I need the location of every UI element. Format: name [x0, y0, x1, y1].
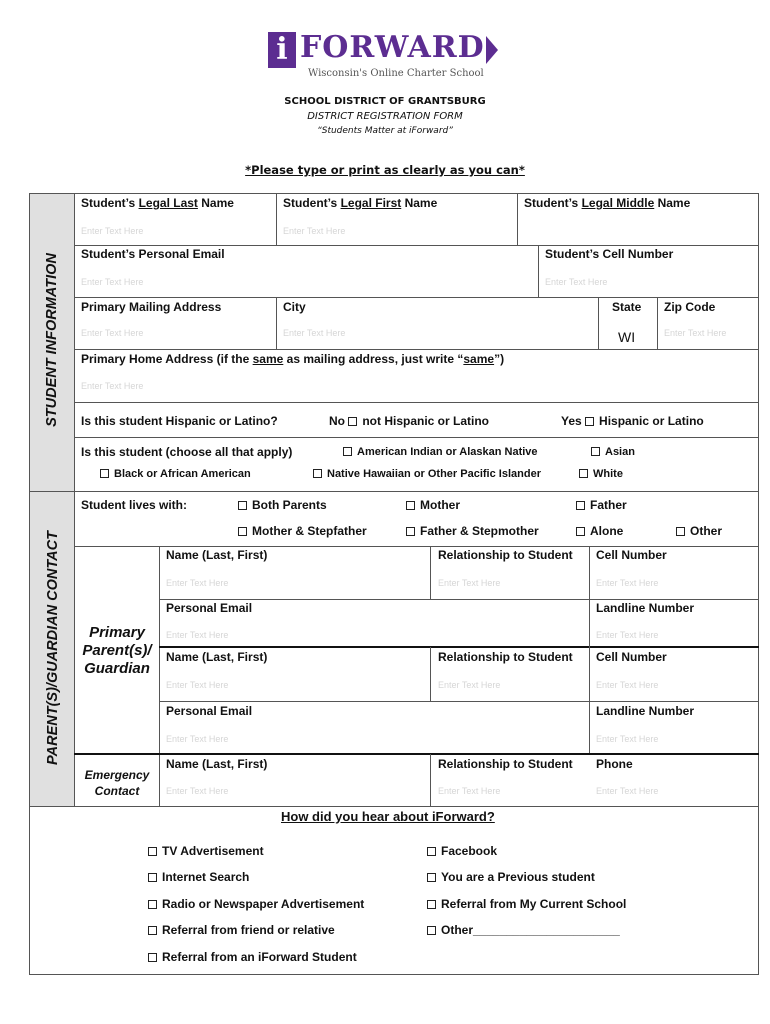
hispanic-question: Is this student Hispanic or Latino?	[81, 414, 278, 428]
emergency-relationship-input[interactable]: Enter Text Here	[438, 786, 501, 796]
guardian1-relationship-label: Relationship to Student	[438, 548, 573, 562]
home-address-label: Primary Home Address (if the same as mailing address, just write “same”)	[81, 352, 505, 366]
checkbox-icon[interactable]	[427, 847, 436, 856]
hear-other[interactable]: Other______________________	[427, 923, 620, 937]
checkbox-icon[interactable]	[148, 953, 157, 962]
student-section-title: STUDENT INFORMATION	[44, 253, 60, 427]
guardian2-cell-input[interactable]: Enter Text Here	[596, 680, 659, 690]
guardian1-relationship-input[interactable]: Enter Text Here	[438, 578, 501, 588]
outer-left	[29, 193, 30, 975]
emergency-phone-input[interactable]: Enter Text Here	[596, 786, 659, 796]
outer-right	[758, 193, 759, 975]
checkbox-icon[interactable]	[576, 527, 585, 536]
checkbox-icon[interactable]	[591, 447, 600, 456]
student-cell-label: Student’s Cell Number	[545, 247, 674, 261]
hear-facebook[interactable]: Facebook	[427, 844, 497, 858]
first-name-input[interactable]: Enter Text Here	[283, 226, 346, 236]
table-bottom	[29, 806, 759, 807]
guardian-section-title: PARENT(S)/GUARDIAN CONTACT	[45, 531, 61, 765]
checkbox-icon[interactable]	[579, 469, 588, 478]
checkbox-icon[interactable]	[100, 469, 109, 478]
checkbox-icon[interactable]	[406, 501, 415, 510]
checkbox-icon[interactable]	[148, 926, 157, 935]
home-address-input[interactable]: Enter Text Here	[81, 381, 144, 391]
outer-top	[29, 193, 759, 194]
guardian1-email-input[interactable]: Enter Text Here	[166, 630, 229, 640]
city-label: City	[283, 300, 306, 314]
student-cell-input[interactable]: Enter Text Here	[545, 277, 608, 287]
logo-wordmark: FORWARD	[300, 30, 485, 65]
hispanic-yes-option[interactable]: Yes Hispanic or Latino	[561, 414, 704, 428]
hear-tv[interactable]: TV Advertisement	[148, 844, 264, 858]
hear-referral-friend[interactable]: Referral from friend or relative	[148, 923, 335, 937]
motto: “Students Matter at iForward”	[317, 126, 453, 136]
checkbox-icon[interactable]	[148, 900, 157, 909]
hispanic-no-option[interactable]: No not Hispanic or Latino	[329, 414, 490, 428]
emergency-phone-label: Phone	[596, 757, 633, 771]
student-email-label: Student’s Personal Email	[81, 247, 225, 261]
checkbox-icon[interactable]	[427, 873, 436, 882]
race-option-black[interactable]: Black or African American	[100, 468, 251, 480]
city-input[interactable]: Enter Text Here	[283, 328, 346, 338]
race-option-asian[interactable]: Asian	[591, 446, 635, 458]
hear-radio[interactable]: Radio or Newspaper Advertisement	[148, 897, 364, 911]
lives-mother-stepfather[interactable]: Mother & Stepfather	[238, 524, 367, 538]
emergency-contact-label: Emergency Contact	[84, 768, 150, 798]
guardian2-cell-label: Cell Number	[596, 650, 667, 664]
primary-guardian-label: Primary Parent(s)/ Guardian	[82, 624, 152, 677]
race-option-white[interactable]: White	[579, 468, 623, 480]
form-title: DISTRICT REGISTRATION FORM	[307, 111, 463, 122]
iforward-logo	[268, 28, 508, 84]
hear-internet[interactable]: Internet Search	[148, 870, 249, 884]
lives-alone[interactable]: Alone	[576, 524, 623, 538]
checkbox-icon[interactable]	[676, 527, 685, 536]
instruction: *Please type or print as clearly as you can*	[245, 163, 525, 177]
guardian1-landline-label: Landline Number	[596, 601, 695, 615]
logo-arrow-icon	[486, 36, 498, 64]
mailing-address-input[interactable]: Enter Text Here	[81, 328, 144, 338]
checkbox-icon[interactable]	[238, 501, 247, 510]
guardian2-relationship-input[interactable]: Enter Text Here	[438, 680, 501, 690]
hear-current-school[interactable]: Referral from My Current School	[427, 897, 626, 911]
guardian2-landline-input[interactable]: Enter Text Here	[596, 734, 659, 744]
checkbox-icon[interactable]	[238, 527, 247, 536]
guardian2-name-label: Name (Last, First)	[166, 650, 268, 664]
checkbox-icon[interactable]	[585, 417, 594, 426]
guardian2-email-label: Personal Email	[166, 704, 253, 718]
section-divider	[29, 491, 759, 492]
race-option-hawaiian[interactable]: Native Hawaiian or Other Pacific Islander	[313, 468, 541, 480]
guardian1-cell-label: Cell Number	[596, 548, 667, 562]
guardian2-relationship-label: Relationship to Student	[438, 650, 573, 664]
checkbox-icon[interactable]	[313, 469, 322, 478]
guardian1-cell-input[interactable]: Enter Text Here	[596, 578, 659, 588]
checkbox-icon[interactable]	[148, 847, 157, 856]
guardian1-name-label: Name (Last, First)	[166, 548, 268, 562]
state-label: State	[612, 300, 642, 314]
lives-father-stepmother[interactable]: Father & Stepmother	[406, 524, 539, 538]
guardian2-email-input[interactable]: Enter Text Here	[166, 734, 229, 744]
logo-tagline: Wisconsin's Online Charter School	[308, 68, 484, 79]
checkbox-icon[interactable]	[576, 501, 585, 510]
emergency-relationship-label: Relationship to Student	[438, 757, 573, 771]
checkbox-icon[interactable]	[427, 900, 436, 909]
middle-name-label: Student’s Legal Middle Name	[524, 196, 691, 210]
guardian2-name-input[interactable]: Enter Text Here	[166, 680, 229, 690]
checkbox-icon[interactable]	[148, 873, 157, 882]
emergency-name-input[interactable]: Enter Text Here	[166, 786, 229, 796]
student-email-input[interactable]: Enter Text Here	[81, 277, 144, 287]
checkbox-icon[interactable]	[348, 417, 357, 426]
mailing-address-label: Primary Mailing Address	[81, 300, 222, 314]
lives-mother[interactable]: Mother	[406, 498, 460, 512]
hear-referral-student[interactable]: Referral from an iForward Student	[148, 950, 357, 964]
district-name: SCHOOL DISTRICT OF GRANTSBURG	[284, 96, 486, 107]
guardian2-landline-label: Landline Number	[596, 704, 695, 718]
hear-question: How did you hear about iForward?	[281, 809, 495, 824]
race-option-american-indian[interactable]: American Indian or Alaskan Native	[343, 446, 538, 458]
lives-father[interactable]: Father	[576, 498, 627, 512]
lives-both-parents[interactable]: Both Parents	[238, 498, 327, 512]
last-name-input[interactable]: Enter Text Here	[81, 226, 144, 236]
lives-other[interactable]: Other	[676, 524, 722, 538]
checkbox-icon[interactable]	[406, 527, 415, 536]
zip-input[interactable]: Enter Text Here	[664, 328, 727, 338]
last-name-label: Student’s Legal Last Name	[81, 196, 234, 210]
first-name-label: Student’s Legal First Name	[283, 196, 438, 210]
state-input[interactable]: WI	[618, 329, 636, 345]
emergency-name-label: Name (Last, First)	[166, 757, 268, 771]
sidebar-divider	[74, 193, 75, 806]
lives-with-label: Student lives with:	[81, 498, 188, 512]
checkbox-icon[interactable]	[343, 447, 352, 456]
guardian1-landline-input[interactable]: Enter Text Here	[596, 630, 659, 640]
checkbox-icon[interactable]	[427, 926, 436, 935]
hear-previous-student[interactable]: You are a Previous student	[427, 870, 595, 884]
guardian1-name-input[interactable]: Enter Text Here	[166, 578, 229, 588]
zip-label: Zip Code	[664, 300, 716, 314]
race-question: Is this student (choose all that apply)	[81, 445, 293, 459]
outer-bottom	[29, 974, 759, 975]
guardian1-email-label: Personal Email	[166, 601, 253, 615]
logo-mark: i	[268, 32, 296, 68]
